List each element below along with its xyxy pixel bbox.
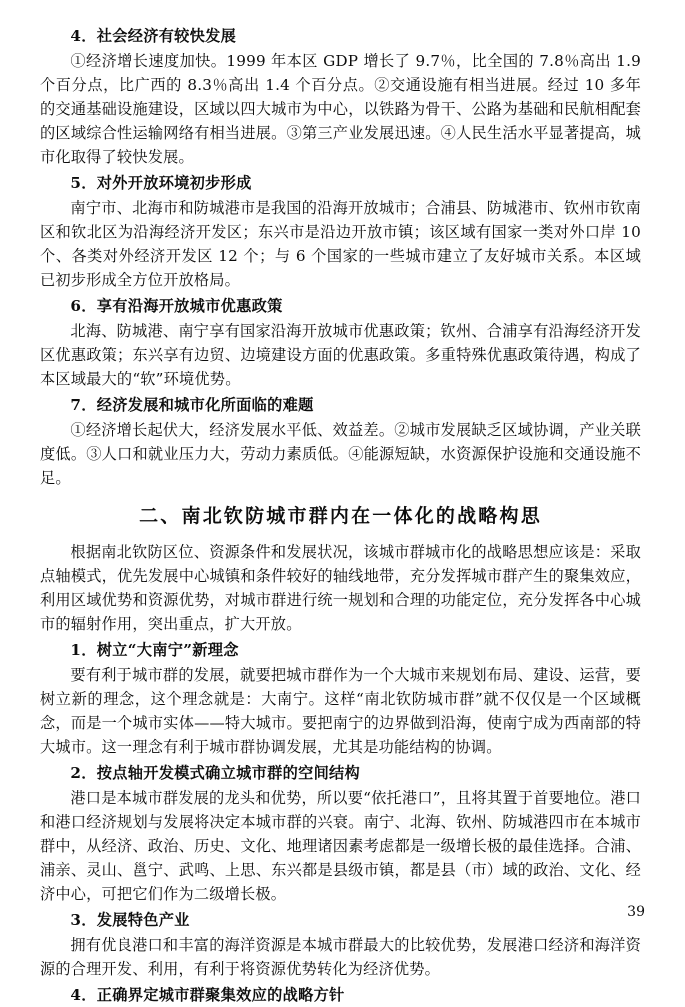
paragraph-spatial-structure: 港口是本城市群发展的龙头和优势，所以要“依托港口”，且将其置于首要地位。港口和港口经济规划与发展将决定本城市群的兴衰。南宁、北海、钦州、防城港四市在本城市群中，从经济、政治、历史、文化、地理诸因素考虑都是一级增长极的最佳选择。合浦、浦亲、灵山、邕宁、武鸣、上思、东兴都是县级市镇，都是县（市）域的政治、文化、经济中心，可把它们作为二级增长极。 [40,788,641,904]
document-body [40,24,641,1007]
paragraph-characteristic-industry: 拥有优良港口和丰富的海洋资源是本城市群最大的比较优势，发展港口经济和海洋资源的合理开发、利用，有利于将资源优势转化为经济优势。 [40,936,641,979]
heading-4-agglomeration-policy: 4．正确界定城市群聚集效应的战略方针 [70,986,345,1005]
section-heading-two: 二、南北钦防城市群内在一体化的战略构思 [139,505,542,528]
heading-4-social-economy: 4．社会经济有较快发展 [70,27,237,45]
heading-5-opening-environment: 5．对外开放环境初步形成 [70,174,252,193]
heading-2-spatial-structure: 2．按点轴开发模式确立城市群的空间结构 [70,763,361,782]
paragraph-difficulties: ①经济增长起伏大，经济发展水平低、效益差。②城市发展缺乏区域协调，产业关联度低。③人口和就业压力大，劳动力素质低。④能源短缺，水资源保护设施和交通设施不足。 [40,421,641,488]
paragraph-coastal-policy: 北海、防城港、南宁享有国家沿海开放城市优惠政策；钦州、合浦享有沿海经济开发区优惠政策；东兴享有边贸、边境建设方面的优惠政策。多重特殊优惠政策待遇，构成了本区域最大的“软”环境优势。 [40,322,641,389]
heading-7-difficulties: 7．经济发展和城市化所面临的难题 [70,396,314,415]
page-number: 39 [627,904,645,920]
paragraph-opening-environment: 南宁市、北海市和防城港市是我国的沿海开放城市；合浦县、防城港市、钦州市钦南区和钦北区为沿海经济开发区；东兴市是沿边开放市镇；该区域有国家一类对外口岸 10 个、各类对外经济开发区 12 个；与 6 个国家的一些城市建立了友好城市关系。本区域已初步形成全方位开放格局。 [40,199,641,290]
heading-6-coastal-policy: 6．享有沿海开放城市优惠政策 [70,297,283,316]
paragraph-social-economy: ①经济增长速度加快。1999 年本区 GDP 增长了 9.7％，比全国的 7.8％高出 1.9 个百分点，比广西的 8.3％高出 1.4 个百分点。②交通设施有相当进展。经过 10 多年的交通基础设施建设，区域以四大城市为中心，以铁路为骨干、公路为基础和民航相配套的区域综合性运输网络有相当进展。③第三产业发展迅速。④人民生活水平显著提高，城市化取得了较快发展。 [40,52,641,167]
paragraph-greater-nanning: 要有利于城市群的发展，就要把城市群作为一个大城市来规划布局、建设、运营，要树立新的理念，这个理念就是：大南宁。这样“南北钦防城市群”就不仅仅是一个区域概念，而是一个城市实体——特大城市。要把南宁的边界做到沿海，使南宁成为西南部的特大城市。这一理念有利于城市群协调发展，尤其是功能结构的协调。 [40,665,641,756]
heading-1-greater-nanning: 1．树立“大南宁”新理念 [70,640,239,659]
paragraph-strategy-overview: 根据南北钦防区位、资源条件和发展状况，该城市群城市化的战略思想应该是：采取点轴模式，优先发展中心城镇和条件较好的轴线地带，充分发挥城市群产生的聚集效应，利用区域优势和资源优势，对城市群进行统一规划和合理的功能定位，充分发挥各中心城市的辐射作用，突出重点，扩大开放。 [40,542,641,633]
heading-3-characteristic-industry: 3．发展特色产业 [70,911,190,930]
